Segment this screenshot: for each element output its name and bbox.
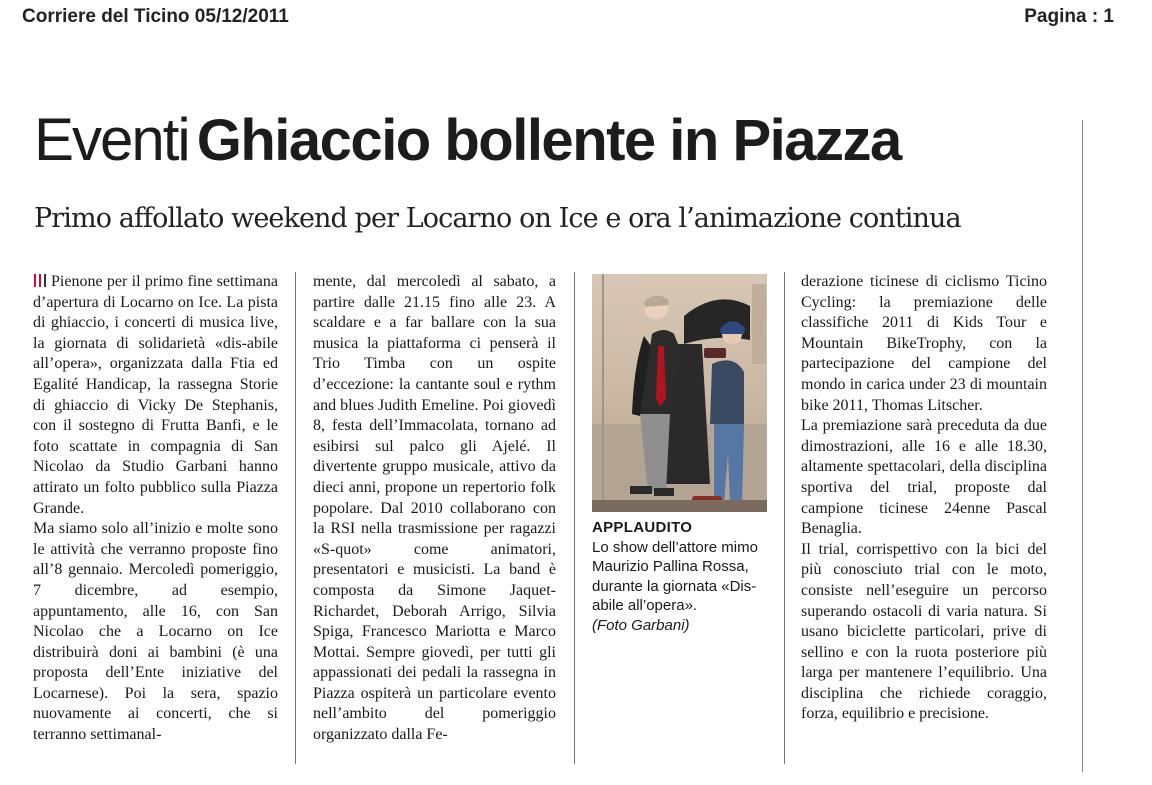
page-number: Pagina : 1 <box>1024 6 1114 27</box>
article-photo <box>592 274 767 512</box>
photo-caption <box>592 518 772 635</box>
paragraph: Ma siamo solo all’inizio e molte sono le attività che verranno proposte fino all’8 gennaio. Mercoledì pomeriggio, 7 dicembre, ad esempio, appuntamento, alle 16, con San Nicolao che a Locarno on Ice distribuirà doni ai bambini (è una proposta dell’Ente iniziative del Locarnese). Poi la sera, spazio nuovamente ai concerti, che si terranno settimanal- <box>33 520 278 744</box>
section-marker-icon <box>33 274 47 287</box>
article-column-2 <box>313 272 556 746</box>
caption-text: Lo show dell’attore mimo Maurizio Pallina Rossa, durante la giornata «Dis-abile all’opera». <box>592 538 758 614</box>
article-column-1 <box>33 272 278 746</box>
paragraph: Il trial, corrispettivo con la bici del più conosciuto trial con le moto, consiste nell’eseguire un percorso superando ostacoli di varia natura. Si usano biciclette particolari, prive di sellino e con la ruota posteriore più larga per mantenere l’equilibrio. Una disciplina che richiede coraggio, forza, equilibrio e precisione. <box>801 540 1047 723</box>
headline-title: Ghiaccio bollente in Piazza <box>196 108 901 173</box>
paragraph: mente, dal mercoledì al sabato, a partire dalle 21.15 fino alle 23. A scaldare e a far ballare con la sua musica la piattaforma ci penserà il Trio Timba con un ospite d’eccezione: la cantante soul e rythm and blues Judith Emeline. Poi giovedì 8, festa dell’Immacolata, tornano ad esibirsi sul palco gli Ajelé. Il divertente gruppo musicale, attivo da dieci anni, propone un repertorio folk popolare. Dal 2010 collaborano con la RSI nella trasmissione per ragazzi «S-quot» come animatori, presentatori e musicisti. La band è composta da Simone Jaquet-Richardet, Deborah Arrigo, Silvia Spiga, Francesco Mariotta e Marco Mottai. Sempre giovedì, per tutti gli appassionati dei pedali la rassegna in Piazza ospiterà un particolare evento nell’ambito del pomeriggio organizzato dalla Fe- <box>313 273 556 744</box>
photo-credit: (Foto Garbani) <box>592 616 690 634</box>
subheadline: Primo affollato weekend per Locarno on Ice e ora l’animazione continua <box>34 203 961 234</box>
paragraph-text: Pienone per il primo fine settimana d’apertura di Locarno on Ice. La pista di ghiaccio, i concerti di musica live, la giornata di solidarietà «dis-abile all’opera», organizzata dalla Ftia ed Egalité Handicap, la rassegna Storie di ghiaccio di Vicky De Stephanis, con il sostegno di Frutta Banfi, e le foto scattate in compagnia di San Nicolao da Studio Garbani hanno attirato un folto pubblico sulla Piazza Grande. <box>33 273 278 517</box>
article-column-3 <box>801 272 1047 725</box>
headline-kicker: Eventi <box>34 106 189 173</box>
headline <box>34 106 901 173</box>
paragraph: La premiazione sarà preceduta da due dimostrazioni, alle 16 e alle 18.30, altamente spettacolari, della disciplina sportiva del trial, proposte dal campione ticinese 24enne Pascal Benaglia. <box>801 417 1047 538</box>
paragraph <box>33 272 278 519</box>
column-divider <box>295 272 296 764</box>
column-divider <box>574 272 575 764</box>
caption-title: APPLAUDITO <box>592 519 693 536</box>
right-margin-rule <box>1082 120 1083 772</box>
newspaper-source: Corriere del Ticino 05/12/2011 <box>22 6 289 27</box>
column-divider <box>784 272 785 764</box>
paragraph: derazione ticinese di ciclismo Ticino Cycling: la premiazione delle classifiche 2011 di Kids Tour e Mountain BikeTrophy, con la partecipazione del campione del mondo in carica under 23 di mountain bike 2011, Thomas Litscher. <box>801 273 1047 414</box>
mime-performance-photo <box>592 274 767 512</box>
